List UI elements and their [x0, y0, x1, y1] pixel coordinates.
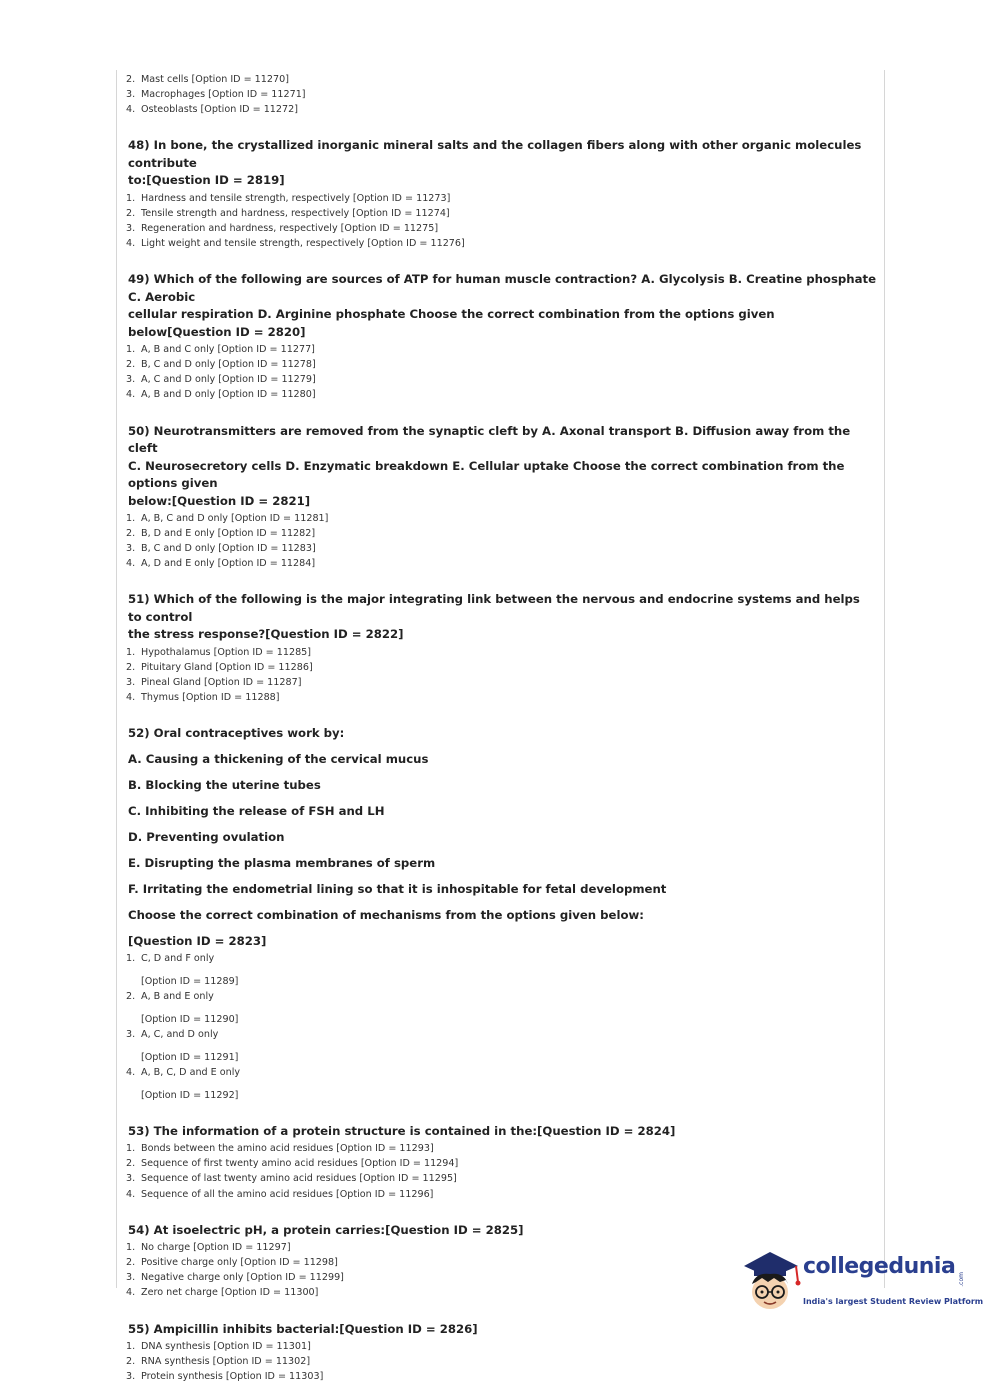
- question-50: [126, 423, 876, 572]
- option-item: 1. A, B, C and D only [Option ID = 11281]: [126, 513, 329, 525]
- option-item: 1. Bonds between the amino acid residues [Option ID = 11293]: [126, 1143, 434, 1155]
- option-item: 1. No charge [Option ID = 11297]: [126, 1242, 291, 1254]
- option-item: 4. Light weight and tensile strength, respectively [Option ID = 11276]: [126, 238, 465, 250]
- logo-tagline: India's largest Student Review Platform: [803, 1297, 984, 1306]
- option-item: 2. RNA synthesis [Option ID = 11302]: [126, 1356, 311, 1368]
- option-item: 2. Pituitary Gland [Option ID = 11286]: [126, 662, 313, 673]
- statement-c: C. Inhibiting the release of FSH and LH: [128, 804, 385, 819]
- question-id: [Question ID = 2823]: [128, 934, 267, 949]
- question-text: 53) The information of a protein structure is contained in the:[Question ID = 2824]: [128, 1123, 676, 1138]
- collegedunia-logo: [740, 1246, 984, 1320]
- option-item: 2. B, C and D only [Option ID = 11278]: [126, 359, 316, 371]
- question-49: [126, 271, 876, 402]
- option-item: 2. Tensile strength and hardness, respectively [Option ID = 11274]: [126, 207, 450, 219]
- question-text: 51) Which of the following is the major integrating link between the nervous and endocrine systems and helps to control the stress response?[Question ID = 2822]: [128, 592, 860, 642]
- option-item: 3. Sequence of last twenty amino acid residues [Option ID = 11295]: [126, 1173, 457, 1185]
- question-text: 48) In bone, the crystallized inorganic mineral salts and the collagen fibers along with other organic molecules contribute to:[Question ID = 2819]: [128, 138, 862, 188]
- option-item: 1. DNA synthesis [Option ID = 11301]: [126, 1341, 311, 1353]
- option-item: 4. Zero net charge [Option ID = 11300]: [126, 1287, 319, 1299]
- question-text: 49) Which of the following are sources of ATP for human muscle contraction? A. Glycolysis B. Creatine phosphate C. Aerobic cellular respiration D. Arginine phosphate Choose the correct combination from the options given below[Question ID = 2820]: [128, 272, 876, 339]
- mascot-icon: [740, 1246, 802, 1320]
- statement-f: F. Irritating the endometrial lining so that it is inhospitable for fetal development: [128, 882, 667, 897]
- option-item: 3. Negative charge only [Option ID = 11299]: [126, 1272, 344, 1284]
- question-52: [126, 725, 876, 1103]
- option-item: 3. B, C and D only [Option ID = 11283]: [126, 543, 316, 555]
- option-item: 1. Hardness and tensile strength, respectively [Option ID = 11273]: [126, 192, 451, 204]
- logo-com-text: .com: [958, 1272, 965, 1287]
- option-item: 3. Protein synthesis [Option ID = 11303]: [126, 1371, 324, 1383]
- question-content: [126, 72, 876, 1384]
- option-item: 3. Pineal Gland [Option ID = 11287]: [126, 677, 302, 689]
- option-item: 2. B, D and E only [Option ID = 11282]: [126, 528, 316, 540]
- question-text: 54) At isoelectric pH, a protein carries:[Question ID = 2825]: [128, 1222, 524, 1237]
- option-item: 4. A, B and D only [Option ID = 11280]: [126, 389, 316, 401]
- option-item: 3. Macrophages [Option ID = 11271]: [126, 89, 306, 101]
- option-item: 4. Sequence of all the amino acid residues [Option ID = 11296]: [126, 1188, 434, 1200]
- question-text: 55) Ampicillin inhibits bacterial:[Question ID = 2826]: [128, 1321, 478, 1336]
- option-item: 3. A, C, and D only [Option ID = 11291]: [126, 1028, 239, 1063]
- option-item: 1. A, B and C only [Option ID = 11277]: [126, 344, 315, 356]
- right-margin-rule: [884, 70, 885, 1288]
- question-51: [126, 591, 876, 705]
- option-item: 2. A, B and E only [Option ID = 11290]: [126, 990, 239, 1025]
- question-48: [126, 137, 876, 251]
- previous-question-options: [126, 72, 876, 117]
- option-item: 4. Osteoblasts [Option ID = 11272]: [126, 104, 298, 116]
- option-item: 2. Sequence of first twenty amino acid residues [Option ID = 11294]: [126, 1158, 459, 1170]
- logo-brand-text: collegedunia: [803, 1254, 956, 1279]
- statement-a: A. Causing a thickening of the cervical mucus: [128, 752, 429, 767]
- statement-b: B. Blocking the uterine tubes: [128, 778, 321, 793]
- question-53: [126, 1123, 876, 1202]
- option-item: 4. Thymus [Option ID = 11288]: [126, 692, 280, 704]
- statement-e: E. Disrupting the plasma membranes of sperm: [128, 856, 436, 871]
- option-item: 4. A, B, C, D and E only [Option ID = 11292]: [126, 1066, 241, 1101]
- question-55: [126, 1321, 876, 1384]
- option-item: 1. Hypothalamus [Option ID = 11285]: [126, 646, 312, 658]
- option-item: 3. Regeneration and hardness, respectively [Option ID = 11275]: [126, 222, 439, 234]
- option-item: 2. Mast cells [Option ID = 11270]: [126, 74, 289, 85]
- question-text: 52) Oral contraceptives work by:: [128, 726, 345, 741]
- statement-d: D. Preventing ovulation: [128, 830, 285, 845]
- question-instruction: Choose the correct combination of mechanisms from the options given below:: [128, 908, 644, 923]
- option-item: 1. C, D and F only [Option ID = 11289]: [126, 952, 239, 987]
- option-item: 3. A, C and D only [Option ID = 11279]: [126, 374, 316, 386]
- question-text: 50) Neurotransmitters are removed from the synaptic cleft by A. Axonal transport B. Diffusion away from the cleft C. Neurosecretory cells D. Enzymatic breakdown E. Cellular uptake Choose the correct combination from the options given below:[Question ID = 2821]: [128, 423, 851, 508]
- option-item: 2. Positive charge only [Option ID = 11298]: [126, 1257, 338, 1269]
- left-margin-rule: [116, 70, 117, 1288]
- option-item: 4. A, D and E only [Option ID = 11284]: [126, 558, 316, 570]
